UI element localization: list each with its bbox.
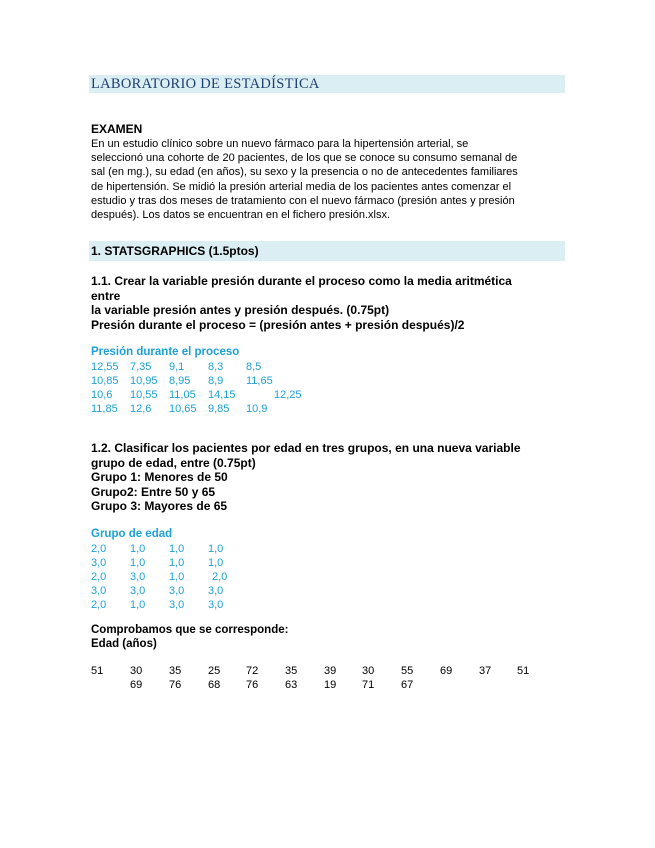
age-value: 25 — [208, 665, 221, 677]
pressure-value: 8,9 — [208, 375, 224, 387]
age-value: 76 — [169, 679, 182, 691]
pressure-value: 10,65 — [169, 403, 197, 415]
pressure-value: 8,95 — [169, 375, 191, 387]
question-line: la variable presión antes y presión después. (0.75pt) — [91, 303, 390, 317]
age-value: 35 — [169, 665, 182, 677]
pressure-value: 10,95 — [130, 375, 158, 387]
question-1-1 — [91, 274, 561, 332]
question-line: entre — [91, 288, 121, 303]
pressure-value: 10,55 — [130, 389, 158, 401]
group-value: 3,0 — [169, 599, 185, 611]
age-value: 51 — [91, 665, 104, 677]
intro-line: de hipertensión. Se midió la presión arterial media de los pacientes antes comenzar el — [91, 180, 512, 193]
age-value: 19 — [324, 679, 337, 691]
question-line: 1.1. Crear la variable presión durante el proceso como la media aritmética — [91, 274, 512, 288]
pressure-value: 11,05 — [169, 389, 196, 401]
group-value: 1,0 — [208, 543, 224, 555]
age-value: 30 — [130, 665, 143, 677]
group-value: 1,0 — [130, 599, 146, 611]
group-value: 3,0 — [169, 585, 185, 597]
pressure-value: 11,85 — [91, 403, 118, 415]
question-line: Grupo 1: Menores de 50 — [91, 470, 228, 484]
pressure-value: 14,15 — [208, 389, 236, 401]
pressure-value: 9,1 — [169, 361, 185, 373]
age-value: 72 — [246, 665, 259, 677]
age-value: 63 — [285, 679, 298, 691]
pressure-value: 12,55 — [91, 361, 119, 373]
age-value: 37 — [479, 665, 492, 677]
pressure-value: 8,3 — [208, 361, 224, 373]
check-heading: Comprobamos que se corresponde: — [91, 624, 289, 636]
age-value: 39 — [324, 665, 337, 677]
pressure-value: 12,25 — [274, 389, 302, 401]
intro-paragraph — [91, 137, 561, 222]
pressure-table-heading: Presión durante el proceso — [91, 346, 240, 358]
group-value: 3,0 — [91, 585, 107, 597]
intro-line: seleccionó una cohorte de 20 pacientes, de los que se conoce su consumo semanal de — [91, 152, 518, 165]
group-value: 2,0 — [91, 543, 107, 555]
group-value: 1,0 — [130, 543, 146, 555]
group-value: 2,0 — [91, 599, 107, 611]
age-value: 76 — [246, 679, 259, 691]
group-value: 2,0 — [91, 571, 107, 583]
group-value: 1,0 — [208, 557, 224, 569]
question-line: Presión durante el proceso = (presión antes + presión después)/2 — [91, 317, 465, 332]
group-value: 3,0 — [130, 571, 146, 583]
pressure-value: 9,85 — [208, 403, 230, 415]
question-line: Grupo2: Entre 50 y 65 — [91, 484, 216, 499]
pressure-value: 11,65 — [246, 375, 273, 387]
age-value: 30 — [362, 665, 375, 677]
group-value: 1,0 — [169, 557, 185, 569]
age-heading: Edad (años) — [91, 638, 157, 650]
age-value: 67 — [401, 679, 414, 691]
group-value: 3,0 — [208, 599, 224, 611]
pressure-value: 10,9 — [246, 403, 268, 415]
pressure-value: 7,35 — [130, 361, 152, 373]
intro-line: estudio y tras dos meses de tratamiento con el nuevo fármaco (presión antes y presión — [91, 194, 515, 207]
section-1-heading: 1. STATSGRAPHICS (1.5ptos) — [91, 244, 259, 258]
age-value: 69 — [440, 665, 453, 677]
group-value: 1,0 — [169, 543, 185, 555]
group-value: 1,0 — [169, 571, 185, 583]
age-value: 68 — [208, 679, 221, 691]
group-value: 3,0 — [130, 585, 146, 597]
age-value: 71 — [362, 679, 375, 691]
age-value: 69 — [130, 679, 143, 691]
question-line: 1.2. Clasificar los pacientes por edad en tres grupos, en una nueva variable — [91, 441, 521, 455]
age-value: 35 — [285, 665, 298, 677]
question-1-2 — [91, 441, 561, 514]
question-line: Grupo 3: Mayores de 65 — [91, 499, 228, 513]
pressure-value: 10,85 — [91, 375, 119, 387]
group-value: 3,0 — [208, 585, 224, 597]
pressure-value: 8,5 — [246, 361, 262, 373]
question-line: grupo de edad, entre (0.75pt) — [91, 455, 256, 470]
pressure-value: 12,6 — [130, 403, 152, 415]
intro-line: sal (en mg.), su edad (en años), su sexo y la presencia o no de antecedentes familiares — [91, 166, 518, 179]
group-value: 2,0 — [212, 571, 228, 583]
group-value: 3,0 — [91, 557, 107, 569]
exam-heading: EXAMEN — [91, 122, 143, 136]
intro-line: después). Los datos se encuentran en el fichero presión.xlsx. — [91, 209, 391, 222]
group-table-heading: Grupo de edad — [91, 528, 173, 540]
age-value: 51 — [517, 665, 530, 677]
age-value: 55 — [401, 665, 414, 677]
intro-line: En un estudio clínico sobre un nuevo fármaco para la hipertensión arterial, se — [91, 138, 469, 150]
page-title: LABORATORIO DE ESTADÍSTICA — [91, 76, 320, 92]
pressure-value: 10,6 — [91, 389, 113, 401]
group-value: 1,0 — [130, 557, 146, 569]
